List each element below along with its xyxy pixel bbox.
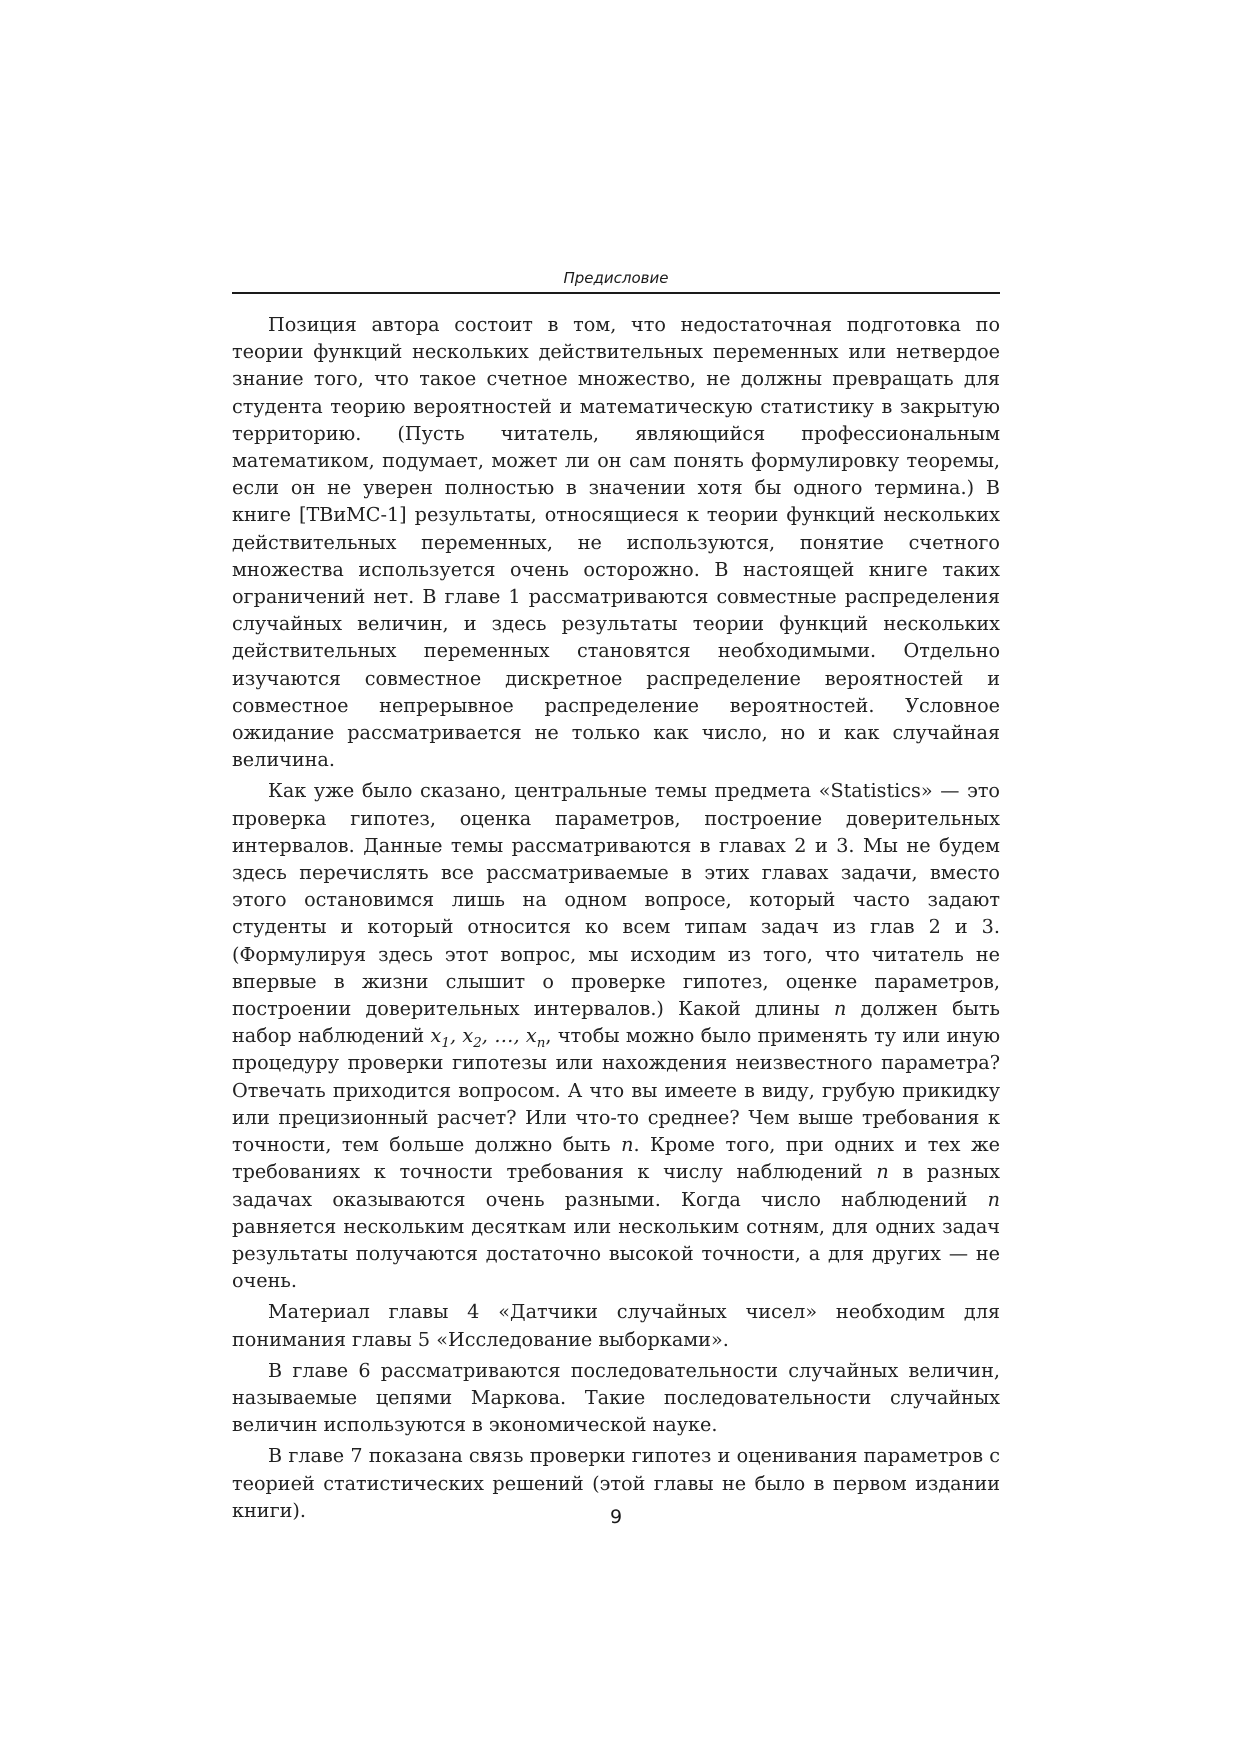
paragraph: Позиция автора состоит в том, что недостаточная подготовка по теории функций нескольких действительных переменных или нетвердое знание того, что такое счетное множество, не должны превращать для студента теорию вероятностей и математическую статистику в закрытую территорию. (Пусть читатель, являющийся профессиональным математиком, подумает, может ли он сам понять формулировку теоремы, если он не уверен полностью в значении хотя бы одного термина.) В книге [ТВиМС-1] результаты, относящиеся к теории функций нескольких действительных переменных, не используются, понятие счетного множества используется очень осторожно. В настоящей книге таких ограничений нет. В главе 1 рассматриваются совместные распределения случайных величин, и здесь результаты теории функций нескольких действительных переменных становятся необходимыми. Отдельно изучаются совместное дискретное распределение вероятностей и совместное непрерывное распределение вероятностей. Условное ожидание рассматривается не только как число, но и как случайная величина. (232, 313, 1000, 772)
paragraph: В главе 7 показана связь проверки гипотез и оценивания параметров с теорией статистических решений (этой главы не было в первом издании книги). (232, 1444, 1000, 1522)
paragraph (232, 777, 1000, 1294)
paragraph: В главе 6 рассматриваются последовательности случайных величин, называемые цепями Маркова. Такие последовательности случайных величин используются в экономической науке. (232, 1358, 1000, 1437)
math-variable: n (876, 1160, 889, 1184)
page-number: 9 (609, 1506, 623, 1528)
math-symbol: x (525, 1024, 537, 1048)
text-run: должен быть набор наблюдений (232, 997, 1000, 1048)
math-subscript: 1 (441, 1036, 450, 1052)
text-run: равняется нескольким десяткам или нескольким сотням, для одних задач результаты получаются достаточно высокой точности, а для других — не очень. (232, 1214, 1000, 1293)
math-separator: , (481, 1024, 495, 1048)
math-symbol: x (430, 1024, 442, 1048)
math-variable: n (621, 1133, 634, 1157)
paragraph: Материал главы 4 «Датчики случайных чисел» необходим для понимания главы 5 «Исследование выборками». (232, 1300, 1000, 1351)
math-symbol: x (462, 1024, 474, 1048)
text-run: , чтобы можно было применять ту или иную процедуру проверки гипотезы или нахождения неизвестного параметра? Отвечать приходится вопросом. А что вы имеете в виду, грубую прикидку или прецизионный расчет? Или что-то среднее? Чем выше требования к точности, тем больше должно быть (232, 1024, 1001, 1157)
running-head: Предисловие (563, 269, 669, 287)
math-subscript: n (536, 1036, 546, 1052)
header-rule (232, 292, 1000, 294)
text-run: Как уже было сказано, центральные темы предмета «Statistics» — это проверка гипотез, оценка параметров, построение доверительных интервалов. Данные темы рассматриваются в главах 2 и 3. Мы не будем здесь перечислять все рассматриваемые в этих главах задачи, вместо этого остановимся лишь на одном вопросе, который часто задают студенты и который относится ко всем типам задач из глав 2 и 3. (Формулируя здесь этот вопрос, мы исходим из того, что читатель не впервые в жизни слышит о проверке гипотез, оценке параметров, построении доверительных интервалов.) Какой длины (232, 779, 1000, 1021)
math-variable: n (834, 997, 847, 1021)
math-ellipsis: … (494, 1024, 514, 1048)
math-separator: , (449, 1024, 463, 1048)
math-separator: , (513, 1024, 526, 1048)
text-run: в разных задачах оказываются очень разными. Когда число наблюдений (232, 1160, 1000, 1211)
body-text (232, 311, 1000, 1524)
math-subscript: 2 (473, 1036, 482, 1052)
math-variable: n (987, 1187, 1000, 1211)
math-sequence (430, 1024, 546, 1052)
text-run: . Кроме того, при одних и тех же требованиях к точности требования к числу наблюдений (232, 1133, 1000, 1184)
